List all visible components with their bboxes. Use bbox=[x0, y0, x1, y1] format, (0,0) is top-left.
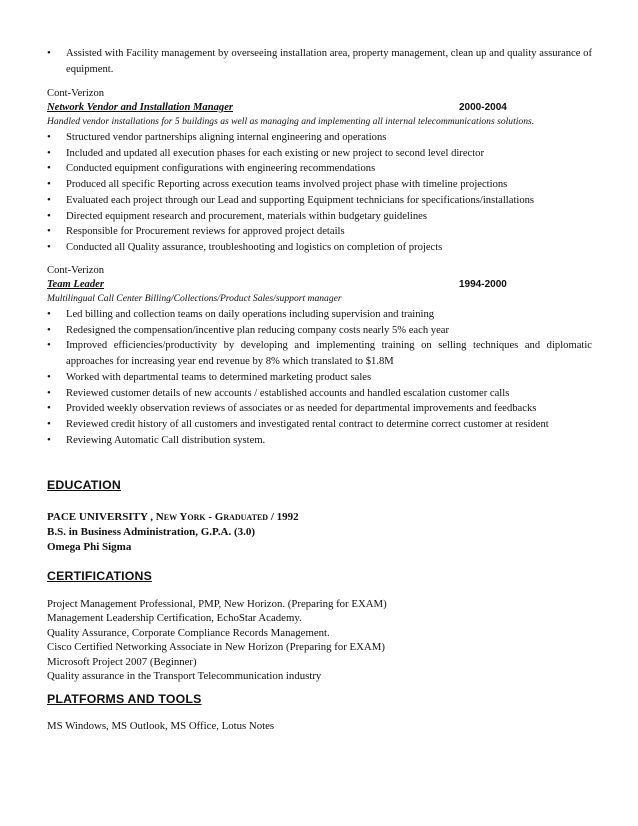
graduation-year: / 1992 bbox=[270, 511, 299, 523]
job-title: Network Vendor and Installation Manager bbox=[47, 102, 234, 113]
certification-item: Microsoft Project 2007 (Beginner) bbox=[47, 655, 197, 668]
list-item: • Responsible for Procurement reviews for approved project details bbox=[47, 224, 592, 240]
certification-item: Quality assurance in the Transport Telecommunication industry bbox=[47, 670, 322, 683]
top-bullets-section bbox=[47, 46, 592, 77]
degree: B.S. in Business Administration, G.P.A. (3.0) bbox=[47, 526, 256, 538]
platforms-section bbox=[47, 719, 592, 733]
platforms-text: MS Windows, MS Outlook, MS Office, Lotus Notes bbox=[47, 720, 275, 732]
job-title: Team Leader bbox=[47, 279, 104, 290]
list-item: • Reviewed customer details of new accounts / established accounts and handled escalation customer calls bbox=[47, 386, 592, 402]
list-item: • Improved efficiencies/productivity by developing and implementing training on selling techniques and diplomatic approaches for increasing year end revenue by 8% which translated to $1.8M bbox=[47, 338, 592, 369]
job-dates: 1994-2000 bbox=[459, 279, 507, 290]
list-item: • Provided weekly observation reviews of associates or as needed for departmental improvements and feedbacks bbox=[47, 401, 592, 417]
list-item: • Redesigned the compensation/incentive plan reducing company costs nearly 5% each year bbox=[47, 323, 592, 339]
separator: - bbox=[208, 511, 213, 523]
education-school-line bbox=[47, 510, 592, 525]
job-dates: 2000-2004 bbox=[459, 102, 507, 113]
list-item: • Assisted with Facility management by overseeing installation area, property management, clean up and quality assurance of equipment. bbox=[47, 46, 592, 77]
list-item: • Included and updated all execution phases for each existing or new project to second level director bbox=[47, 146, 592, 162]
education-heading: EDUCATION bbox=[47, 478, 121, 492]
education-section bbox=[47, 510, 592, 555]
certification-item: Cisco Certified Networking Associate in New Horizon (Preparing for EXAM) bbox=[47, 641, 385, 654]
list-item: • Led billing and collection teams on daily operations including supervision and training bbox=[47, 307, 592, 323]
job-description: Multilingual Call Center Billing/Collections/Product Sales/support manager bbox=[47, 293, 342, 304]
list-item: • Conducted equipment configurations with engineering recommendations bbox=[47, 161, 592, 177]
list-item: • Directed equipment research and procurement, materials within budgetary guidelines bbox=[47, 209, 592, 225]
honor-society: Omega Phi Sigma bbox=[47, 541, 132, 553]
list-item: • Evaluated each project through our Lead and supporting Equipment technicians for specifications/installations bbox=[47, 193, 592, 209]
certification-item: Management Leadership Certification, EchoStar Academy. bbox=[47, 612, 302, 625]
job-bullet-list bbox=[47, 307, 592, 448]
job-team-leader bbox=[47, 264, 592, 448]
job-title-row bbox=[47, 278, 592, 292]
list-item: • Reviewed credit history of all customers and investigated rental contract to determine correct customer at resident bbox=[47, 417, 592, 433]
job-bullet-list bbox=[47, 130, 592, 256]
school-location: New York bbox=[155, 511, 206, 523]
list-item: • Worked with departmental teams to determined marketing product sales bbox=[47, 370, 592, 386]
top-bullet-list bbox=[47, 46, 592, 77]
certifications-list bbox=[47, 597, 592, 683]
graduated-label: Graduated bbox=[214, 511, 269, 523]
list-item: • Reviewing Automatic Call distribution system. bbox=[47, 433, 592, 449]
certification-item: Project Management Professional, PMP, New Horizon. (Preparing for EXAM) bbox=[47, 598, 387, 610]
list-item: • Produced all specific Reporting across execution teams involved project phase with timeline projections bbox=[47, 177, 592, 193]
job-description: Handled vendor installations for 5 buildings as well as managing and implementing all internal telecommunications solutions. bbox=[47, 116, 535, 127]
platforms-heading: PLATFORMS AND TOOLS bbox=[47, 692, 202, 706]
job-network-vendor bbox=[47, 87, 592, 256]
company-name: Cont-Verizon bbox=[47, 88, 105, 99]
school-name: PACE UNIVERSITY , bbox=[47, 511, 154, 523]
job-title-row bbox=[47, 101, 592, 115]
certifications-heading: CERTIFICATIONS bbox=[47, 569, 153, 583]
certification-item: Quality Assurance, Corporate Compliance Records Management. bbox=[47, 626, 330, 639]
company-name: Cont-Verizon bbox=[47, 265, 105, 276]
list-item: • Structured vendor partnerships aligning internal engineering and operations bbox=[47, 130, 592, 146]
list-item: • Conducted all Quality assurance, troubleshooting and logistics on completion of projects bbox=[47, 240, 592, 256]
